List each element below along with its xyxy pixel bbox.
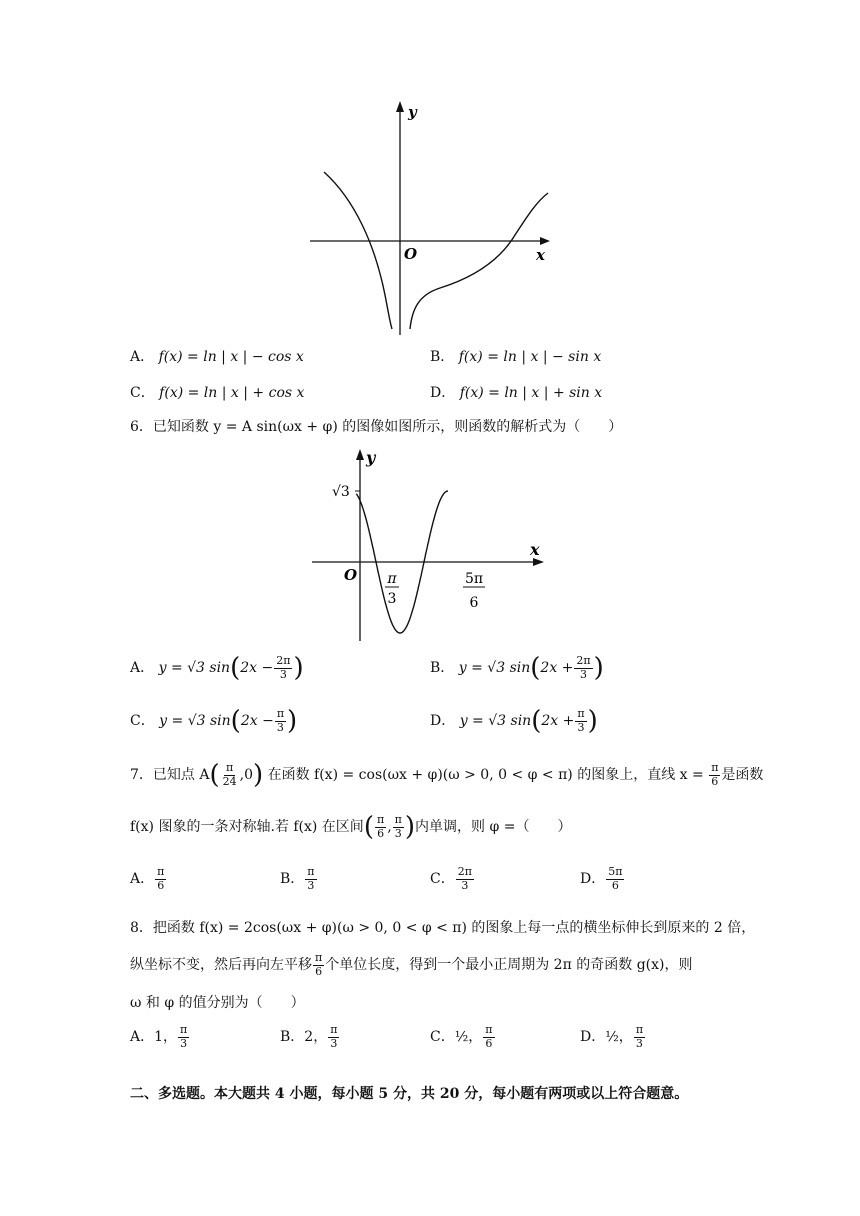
x-axis-label: x (530, 540, 540, 559)
q7-option-d[interactable] (580, 866, 625, 892)
option-prefix: y = √3 sin (458, 660, 531, 676)
fraction-den: 3 (394, 826, 402, 840)
y-axis-label: y (408, 103, 417, 121)
option-fraction (606, 866, 624, 892)
section-2-heading: 二、多选题。本大题共 4 小题，每小题 5 分，共 20 分，每小题有两项或以上符合题意。 (130, 1086, 689, 1102)
q5-option-a[interactable] (130, 346, 304, 366)
option-letter: B． (280, 1029, 305, 1046)
option-letter: D． (580, 871, 606, 888)
interval-right (393, 814, 404, 840)
q8-option-d[interactable] (580, 1024, 646, 1050)
open-paren: ( (363, 812, 374, 842)
y-axis-arrow (396, 101, 404, 112)
fraction-num: π (394, 812, 402, 826)
q6-stem: 6．已知函数 y = A sin(ωx + φ) 的图像如图所示，则函数的解析式为（ ） (130, 419, 623, 435)
origin-label: O (344, 566, 358, 584)
option-letter: A． (130, 1029, 155, 1046)
option-inner: 2x − (240, 660, 274, 676)
option-prefix: y = √3 sin (158, 660, 231, 676)
q7-text-b: 在函数 f(x) = cos(ωx + φ)(ω > 0, 0 < φ < π) 的图象上，直线 x = (267, 767, 704, 783)
fraction-num: π (330, 1023, 338, 1036)
close-paren: ) (587, 706, 598, 736)
close-paren: ) (293, 653, 304, 683)
option-letter: C． (130, 385, 155, 401)
fraction-den: 3 (307, 878, 315, 892)
option-letter: B． (280, 871, 305, 888)
option-fraction (634, 1024, 645, 1050)
fraction-num: 2π (457, 865, 472, 878)
origin-label: O (404, 245, 418, 263)
fraction-den: 3 (279, 667, 287, 681)
fraction-den: 6 (377, 826, 385, 840)
fraction-num: π (226, 760, 234, 774)
fraction-den: 6 (485, 1036, 493, 1050)
q7-text-d: f(x) 图象的一条对称轴.若 f(x) 在区间 (130, 819, 364, 835)
point-x-fraction (221, 762, 239, 788)
x-tick-1-den: 3 (387, 591, 397, 607)
fraction-num: 2π (276, 653, 291, 667)
option-fraction (178, 1024, 189, 1050)
q6-sine-graph (308, 445, 553, 645)
q7-text-a: 7．已知点 A (130, 767, 210, 783)
option-prefix: 1， (154, 1029, 178, 1046)
option-prefix: y = √3 sin (459, 713, 532, 729)
open-paren: ( (209, 760, 220, 790)
fraction-den: 3 (635, 1036, 643, 1050)
fraction-num: π (157, 865, 165, 878)
open-paren: ( (230, 653, 241, 683)
option-letter: A． (130, 871, 155, 888)
q7-option-b[interactable] (280, 866, 318, 892)
q6-option-a[interactable] (130, 653, 304, 683)
option-letter: C． (130, 713, 155, 729)
fraction (575, 708, 586, 734)
option-letter: B． (430, 660, 455, 676)
option-letter: C． (430, 871, 455, 888)
y-axis-arrow (356, 449, 364, 460)
fraction-den: 24 (222, 774, 237, 788)
fraction-den: 6 (611, 878, 619, 892)
option-letter: B． (430, 349, 455, 365)
option-fraction (328, 1024, 339, 1050)
fraction (274, 655, 292, 681)
close-paren: ) (252, 760, 264, 790)
q8-option-a[interactable] (130, 1024, 190, 1050)
option-fraction (305, 866, 316, 892)
q7-text-e: 内单调，则 φ =（ ） (415, 819, 572, 835)
option-prefix: ½， (454, 1029, 483, 1046)
option-letter: D． (580, 1029, 606, 1046)
open-paren: ( (530, 653, 541, 683)
x-axis-label: x (536, 246, 545, 264)
fraction-den: 6 (711, 774, 719, 788)
close-paren: ) (287, 706, 298, 736)
option-fraction (155, 866, 166, 892)
option-inner: 2x − (240, 713, 274, 729)
fraction-den: 3 (577, 720, 585, 734)
q7-text-c: 是函数 (721, 767, 764, 783)
fraction-num: 2π (576, 653, 591, 667)
option-inner: 2x + (540, 660, 574, 676)
fraction-den: 3 (330, 1036, 338, 1050)
q6-option-b[interactable] (430, 653, 604, 683)
q7-option-a[interactable] (130, 866, 167, 892)
curve-right-branch (410, 193, 548, 329)
q7-line-2: f(x) 图象的一条对称轴.若 f(x) 在区间( $\frac{\pi}{6}$ , $\frac{\pi}{3}$ )内单调，则 φ =（ ） (130, 812, 572, 842)
fraction (574, 655, 592, 681)
fraction-num: π (276, 706, 285, 720)
fraction-den: 3 (276, 720, 284, 734)
option-prefix: ½， (605, 1029, 633, 1046)
option-fraction (483, 1024, 494, 1050)
interval-left (375, 814, 386, 840)
y-tick-label: √3 (332, 484, 350, 500)
option-text: f(x) = ln | x | − sin x (458, 349, 602, 365)
q6-option-c[interactable] (130, 706, 297, 736)
fraction-den: 6 (157, 878, 165, 892)
fraction-num: π (485, 1023, 493, 1036)
option-text: f(x) = ln | x | + cos x (159, 385, 305, 401)
fraction-num: π (577, 706, 585, 720)
fraction-num: π (635, 1023, 644, 1036)
q8-line-3: ω 和 φ 的值分别为（ ） (130, 995, 305, 1011)
option-fraction (456, 866, 474, 892)
fraction-num: π (315, 951, 323, 964)
q5-option-b[interactable] (430, 346, 601, 366)
open-paren: ( (531, 706, 542, 736)
fraction-den: 3 (580, 667, 587, 681)
point-y: ,0 (239, 767, 253, 783)
x-tick-2-den: 6 (469, 595, 479, 611)
option-text: f(x) = ln | x | − cos x (158, 349, 304, 365)
option-text: f(x) = ln | x | + sin x (459, 385, 603, 401)
option-letter: C． (430, 1029, 455, 1046)
fraction-num: π (180, 1023, 188, 1036)
shift-fraction (313, 952, 324, 978)
close-paren: ) (593, 653, 604, 683)
x-tick-1-num: π (387, 571, 397, 587)
fraction-den: 3 (461, 878, 469, 892)
q8-text-b: 个单位长度，得到一个最小正周期为 2π 的奇函数 g(x)，则 (325, 957, 693, 974)
q8-option-c[interactable] (430, 1024, 496, 1050)
option-letter: A． (130, 660, 155, 676)
q8-line-1: 8．把函数 f(x) = 2cos(ωx + φ)(ω > 0, 0 < φ < π) 的图象上每一点的横坐标伸长到原来的 2 倍， (130, 920, 756, 936)
q5-option-c[interactable] (130, 382, 304, 402)
x-tick-2-num: 5π (464, 571, 484, 587)
q6-option-d[interactable] (430, 706, 598, 736)
option-prefix: 2， (304, 1029, 328, 1046)
q7-line-1 (130, 760, 763, 790)
q8-text-a: 纵坐标不变，然后再向左平移 (130, 957, 312, 974)
q5-option-d[interactable] (430, 382, 602, 402)
q7-option-c[interactable] (430, 866, 475, 892)
fraction-num: 5π (608, 865, 623, 878)
option-letter: D． (430, 385, 456, 401)
option-letter: D． (430, 713, 456, 729)
x-axis-arrow (533, 558, 544, 566)
q5-function-graph (300, 95, 560, 340)
close-paren: ) (404, 812, 416, 842)
x-axis-arrow (540, 237, 550, 245)
fraction-den: 6 (315, 964, 323, 978)
open-paren: ( (230, 706, 241, 736)
fraction-num: π (307, 865, 315, 878)
q8-line-2 (130, 952, 692, 978)
y-axis-label: y (366, 448, 376, 467)
xline-fraction (709, 762, 720, 788)
fraction-num: π (376, 812, 385, 826)
fraction-num: π (711, 760, 719, 774)
option-letter: A． (130, 349, 155, 365)
fraction-den: 3 (180, 1036, 188, 1050)
fraction (275, 708, 286, 734)
curve-left-branch (324, 172, 392, 329)
option-prefix: y = √3 sin (159, 713, 231, 729)
q8-option-b[interactable] (280, 1024, 340, 1050)
option-inner: 2x + (541, 713, 575, 729)
